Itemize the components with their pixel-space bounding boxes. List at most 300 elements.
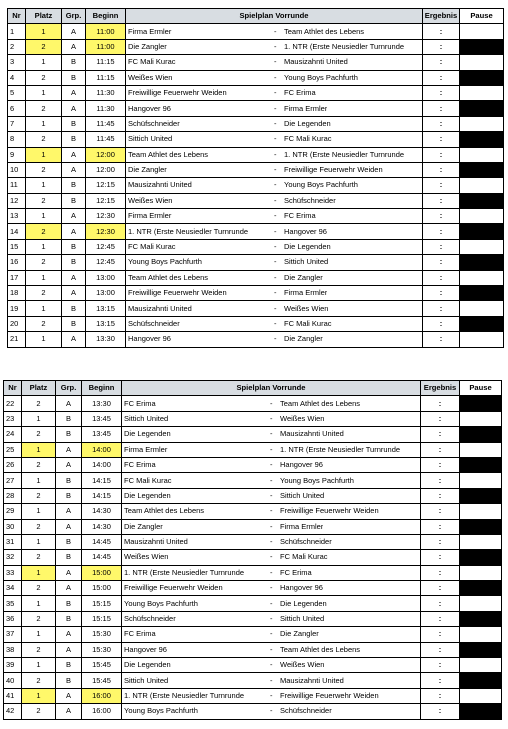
- result-field[interactable]: :: [421, 504, 460, 519]
- home-team: FC Mali Kurac: [128, 242, 176, 252]
- result-field[interactable]: :: [421, 627, 460, 642]
- match-row: [4, 411, 502, 426]
- result-field[interactable]: :: [423, 70, 460, 85]
- pause-indicator: [460, 316, 504, 331]
- result-field[interactable]: :: [421, 442, 460, 457]
- match-pairing: [122, 627, 421, 642]
- group: B: [56, 611, 82, 626]
- match-row: [4, 596, 502, 611]
- versus-separator: -: [274, 288, 277, 298]
- home-team: Die Legenden: [124, 490, 171, 500]
- away-team: FC Mali Kurac: [284, 319, 332, 328]
- group: A: [62, 209, 86, 224]
- pause-cell: [460, 596, 502, 611]
- home-team: Team Athlet des Lebens: [128, 149, 209, 159]
- result-field[interactable]: :: [421, 704, 460, 719]
- group: B: [56, 673, 82, 688]
- match-number: 37: [4, 627, 22, 642]
- field-number: 1: [22, 565, 56, 580]
- home-team: Firma Ermler: [124, 444, 168, 454]
- match-row: [8, 332, 504, 347]
- result-field[interactable]: :: [421, 411, 460, 426]
- group: A: [56, 688, 82, 703]
- group: A: [62, 224, 86, 239]
- match-pairing: [122, 658, 421, 673]
- match-number: 15: [8, 239, 26, 254]
- field-number: 1: [26, 55, 62, 70]
- start-time: 13:15: [86, 316, 126, 331]
- away-team: Schüfschneider: [280, 537, 332, 547]
- match-number: 34: [4, 581, 22, 596]
- result-field[interactable]: :: [423, 101, 460, 116]
- away-team: Sittich United: [284, 257, 329, 267]
- field-number: 1: [26, 270, 62, 285]
- away-team: Mausizahnti United: [280, 675, 344, 685]
- header-spielplan: Spielplan Vorrunde: [122, 381, 421, 396]
- home-team: FC Erima: [124, 460, 156, 470]
- start-time: 12:00: [86, 147, 126, 162]
- group: A: [56, 442, 82, 457]
- start-time: 11:45: [86, 132, 126, 147]
- versus-separator: -: [274, 41, 277, 51]
- result-field[interactable]: :: [423, 224, 460, 239]
- pause-indicator: [460, 581, 502, 596]
- start-time: 13:00: [86, 286, 126, 301]
- pause-cell: [460, 504, 502, 519]
- match-pairing: [122, 673, 421, 688]
- versus-separator: -: [270, 537, 273, 547]
- result-field[interactable]: :: [421, 581, 460, 596]
- result-field[interactable]: :: [421, 396, 460, 411]
- pause-cell: [460, 147, 504, 162]
- pause-indicator: [460, 611, 502, 626]
- match-pairing: [122, 688, 421, 703]
- field-number: 2: [26, 193, 62, 208]
- match-pairing: [126, 255, 423, 270]
- field-number: 2: [22, 642, 56, 657]
- versus-separator: -: [270, 629, 273, 639]
- match-pairing: [126, 332, 423, 347]
- away-team: Team Athlet des Lebens: [284, 26, 365, 36]
- match-row: [8, 178, 504, 193]
- pause-cell: [460, 688, 502, 703]
- group: A: [56, 457, 82, 472]
- away-team: FC Mali Kurac: [280, 552, 328, 562]
- versus-separator: -: [270, 460, 273, 470]
- away-team: Team Athlet des Lebens: [280, 398, 361, 408]
- field-number: 1: [22, 534, 56, 549]
- result-field[interactable]: :: [423, 178, 460, 193]
- header-row: [4, 381, 502, 396]
- away-team: Die Legenden: [280, 598, 327, 608]
- start-time: 12:45: [86, 239, 126, 254]
- start-time: 14:30: [82, 504, 122, 519]
- match-number: 14: [8, 224, 26, 239]
- result-field[interactable]: :: [421, 688, 460, 703]
- start-time: 15:30: [82, 642, 122, 657]
- header-nr: Nr: [8, 9, 26, 24]
- home-team: Hangover 96: [128, 103, 171, 113]
- versus-separator: -: [274, 211, 277, 221]
- match-pairing: [122, 504, 421, 519]
- away-team: Sittich United: [280, 614, 325, 624]
- header-grp: Grp.: [62, 9, 86, 24]
- match-pairing: [122, 704, 421, 719]
- home-team: Sittich United: [128, 134, 173, 144]
- field-number: 2: [22, 704, 56, 719]
- match-row: [4, 473, 502, 488]
- result-field[interactable]: :: [423, 286, 460, 301]
- result-field[interactable]: :: [423, 55, 460, 70]
- away-team: Young Boys Pachfurth: [280, 475, 354, 485]
- schedule-table-1-body: [8, 24, 504, 347]
- start-time: 16:00: [82, 704, 122, 719]
- pause-indicator: [460, 396, 502, 411]
- match-pairing: [126, 70, 423, 85]
- result-field[interactable]: :: [423, 270, 460, 285]
- match-pairing: [126, 116, 423, 131]
- match-row: [4, 550, 502, 565]
- result-field[interactable]: :: [423, 24, 460, 39]
- field-number: 1: [26, 239, 62, 254]
- away-team: Freiwillige Feuerwehr Weiden: [280, 506, 379, 516]
- result-field[interactable]: :: [423, 85, 460, 100]
- result-field[interactable]: :: [421, 642, 460, 657]
- match-pairing: [126, 132, 423, 147]
- away-team: FC Erima: [284, 88, 316, 98]
- versus-separator: -: [274, 165, 277, 175]
- field-number: 1: [26, 178, 62, 193]
- versus-separator: -: [270, 598, 273, 608]
- match-number: 8: [8, 132, 26, 147]
- match-number: 22: [4, 396, 22, 411]
- match-row: [4, 581, 502, 596]
- match-row: [8, 70, 504, 85]
- pause-cell: [460, 55, 504, 70]
- pause-cell: [460, 301, 504, 316]
- match-number: 10: [8, 162, 26, 177]
- header-pause: Pause: [460, 381, 502, 396]
- versus-separator: -: [270, 413, 273, 423]
- versus-separator: -: [274, 72, 277, 82]
- away-team: Weißes Wien: [280, 413, 325, 423]
- result-field[interactable]: :: [423, 239, 460, 254]
- home-team: Die Zangler: [124, 521, 163, 531]
- match-number: 25: [4, 442, 22, 457]
- pause-indicator: [460, 488, 502, 503]
- group: A: [62, 332, 86, 347]
- match-pairing: [122, 596, 421, 611]
- pause-cell: [460, 658, 502, 673]
- versus-separator: -: [274, 272, 277, 282]
- result-field[interactable]: :: [421, 565, 460, 580]
- versus-separator: -: [270, 675, 273, 685]
- match-row: [4, 427, 502, 442]
- field-number: 2: [22, 673, 56, 688]
- group: B: [62, 55, 86, 70]
- field-number: 1: [26, 301, 62, 316]
- header-pause: Pause: [460, 9, 504, 24]
- home-team: Mausizahnti United: [128, 180, 192, 190]
- result-field[interactable]: :: [423, 132, 460, 147]
- match-row: [8, 101, 504, 116]
- match-pairing: [126, 270, 423, 285]
- versus-separator: -: [274, 303, 277, 313]
- home-team: Mausizahnti United: [128, 303, 192, 313]
- versus-separator: -: [270, 614, 273, 624]
- start-time: 11:30: [86, 85, 126, 100]
- result-field[interactable]: :: [423, 147, 460, 162]
- versus-separator: -: [274, 26, 277, 36]
- home-team: Young Boys Pachfurth: [124, 706, 198, 716]
- match-pairing: [122, 550, 421, 565]
- away-team: Mausizahnti United: [284, 57, 348, 67]
- match-pairing: [122, 457, 421, 472]
- versus-separator: -: [274, 103, 277, 113]
- group: B: [56, 534, 82, 549]
- result-field[interactable]: :: [421, 427, 460, 442]
- home-team: Weißes Wien: [128, 72, 173, 82]
- match-pairing: [126, 193, 423, 208]
- away-team: 1. NTR (Erste Neusiedler Turnrunde: [284, 41, 405, 51]
- field-number: 2: [26, 70, 62, 85]
- match-row: [8, 286, 504, 301]
- away-team: Mausizahnti United: [280, 429, 344, 439]
- result-field[interactable]: :: [421, 658, 460, 673]
- match-number: 6: [8, 101, 26, 116]
- result-field[interactable]: :: [423, 193, 460, 208]
- away-team: Weißes Wien: [284, 303, 329, 313]
- result-field[interactable]: :: [421, 488, 460, 503]
- group: B: [62, 193, 86, 208]
- field-number: 2: [26, 162, 62, 177]
- match-row: [8, 162, 504, 177]
- result-field[interactable]: :: [421, 596, 460, 611]
- match-pairing: [122, 642, 421, 657]
- pause-cell: [460, 239, 504, 254]
- header-platz: Platz: [26, 9, 62, 24]
- start-time: 12:15: [86, 178, 126, 193]
- result-field[interactable]: :: [421, 611, 460, 626]
- home-team: 1. NTR (Erste Neusiedler Turnrunde: [124, 567, 245, 577]
- versus-separator: -: [274, 319, 277, 328]
- match-row: [8, 132, 504, 147]
- home-team: Freiwillige Feuerwehr Weiden: [128, 88, 227, 98]
- match-row: [4, 488, 502, 503]
- result-field[interactable]: :: [423, 116, 460, 131]
- pause-indicator: [460, 255, 504, 270]
- versus-separator: -: [270, 475, 273, 485]
- home-team: Weißes Wien: [124, 552, 169, 562]
- match-row: [4, 457, 502, 472]
- away-team: Die Zangler: [280, 629, 319, 639]
- start-time: 14:45: [82, 550, 122, 565]
- field-number: 2: [22, 396, 56, 411]
- start-time: 13:00: [86, 270, 126, 285]
- away-team: Young Boys Pachfurth: [284, 180, 358, 190]
- match-row: [4, 688, 502, 703]
- versus-separator: -: [270, 583, 273, 593]
- match-row: [4, 565, 502, 580]
- group: A: [56, 704, 82, 719]
- match-row: [8, 209, 504, 224]
- pause-indicator: [460, 673, 502, 688]
- match-number: 9: [8, 147, 26, 162]
- match-number: 29: [4, 504, 22, 519]
- pause-cell: [460, 565, 502, 580]
- result-field[interactable]: :: [423, 332, 460, 347]
- result-field[interactable]: :: [423, 39, 460, 54]
- match-row: [8, 24, 504, 39]
- versus-separator: -: [274, 180, 277, 190]
- home-team: Sittich United: [124, 675, 169, 685]
- match-number: 40: [4, 673, 22, 688]
- home-team: 1. NTR (Erste Neusiedler Turnrunde: [124, 691, 245, 700]
- result-field[interactable]: :: [421, 534, 460, 549]
- result-field[interactable]: :: [423, 301, 460, 316]
- result-field[interactable]: :: [421, 550, 460, 565]
- start-time: 12:00: [86, 162, 126, 177]
- match-pairing: [122, 427, 421, 442]
- field-number: 2: [26, 132, 62, 147]
- result-field[interactable]: :: [423, 162, 460, 177]
- match-number: 24: [4, 427, 22, 442]
- header-ergebnis: Ergebnis: [421, 381, 460, 396]
- match-number: 31: [4, 534, 22, 549]
- pause-indicator: [460, 457, 502, 472]
- pause-indicator: [460, 70, 504, 85]
- group: B: [62, 116, 86, 131]
- schedule-table-1: [7, 8, 504, 348]
- home-team: FC Erima: [124, 629, 156, 639]
- match-pairing: [122, 411, 421, 426]
- match-number: 26: [4, 457, 22, 472]
- start-time: 11:15: [86, 55, 126, 70]
- pause-cell: [460, 24, 504, 39]
- match-number: 18: [8, 286, 26, 301]
- away-team: Firma Ermler: [284, 103, 328, 113]
- start-time: 13:45: [82, 411, 122, 426]
- start-time: 14:00: [82, 442, 122, 457]
- result-field[interactable]: :: [421, 473, 460, 488]
- match-pairing: [126, 24, 423, 39]
- result-field[interactable]: :: [421, 519, 460, 534]
- match-number: 12: [8, 193, 26, 208]
- match-pairing: [122, 565, 421, 580]
- group: A: [62, 85, 86, 100]
- match-row: [4, 673, 502, 688]
- versus-separator: -: [270, 660, 273, 670]
- start-time: 12:45: [86, 255, 126, 270]
- match-row: [8, 239, 504, 254]
- group: B: [62, 301, 86, 316]
- field-number: 1: [26, 209, 62, 224]
- header-row: [8, 9, 504, 24]
- versus-separator: -: [274, 88, 277, 98]
- home-team: Schüfschneider: [128, 319, 180, 328]
- away-team: FC Erima: [280, 567, 312, 577]
- versus-separator: -: [270, 691, 273, 700]
- result-field[interactable]: :: [421, 457, 460, 472]
- group: B: [56, 488, 82, 503]
- match-row: [8, 224, 504, 239]
- header-beginn: Beginn: [86, 9, 126, 24]
- start-time: 13:15: [86, 301, 126, 316]
- start-time: 15:15: [82, 596, 122, 611]
- match-pairing: [126, 147, 423, 162]
- start-time: 12:30: [86, 224, 126, 239]
- pause-indicator: [460, 162, 504, 177]
- match-row: [4, 642, 502, 657]
- group: B: [56, 596, 82, 611]
- start-time: 14:00: [82, 457, 122, 472]
- field-number: 1: [22, 411, 56, 426]
- match-pairing: [122, 396, 421, 411]
- versus-separator: -: [274, 149, 277, 159]
- field-number: 2: [22, 488, 56, 503]
- group: A: [56, 627, 82, 642]
- match-row: [8, 39, 504, 54]
- match-pairing: [126, 209, 423, 224]
- versus-separator: -: [274, 334, 277, 344]
- field-number: 1: [22, 442, 56, 457]
- result-field[interactable]: :: [423, 209, 460, 224]
- home-team: Schüfschneider: [128, 118, 180, 128]
- versus-separator: -: [274, 118, 277, 128]
- pause-cell: [460, 116, 504, 131]
- pause-cell: [460, 209, 504, 224]
- versus-separator: -: [274, 257, 277, 267]
- group: B: [62, 316, 86, 331]
- match-pairing: [126, 162, 423, 177]
- home-team: Firma Ermler: [128, 26, 172, 36]
- away-team: Freiwillige Feuerwehr Weiden: [280, 691, 379, 700]
- result-field[interactable]: :: [423, 316, 460, 331]
- match-row: [8, 85, 504, 100]
- start-time: 12:15: [86, 193, 126, 208]
- match-number: 35: [4, 596, 22, 611]
- match-row: [8, 316, 504, 331]
- group: B: [56, 411, 82, 426]
- pause-cell: [460, 411, 502, 426]
- home-team: Team Athlet des Lebens: [124, 506, 205, 516]
- away-team: 1. NTR (Erste Neusiedler Turnrunde: [284, 149, 405, 159]
- group: B: [62, 178, 86, 193]
- group: A: [56, 581, 82, 596]
- match-pairing: [122, 581, 421, 596]
- group: A: [62, 101, 86, 116]
- result-field[interactable]: :: [423, 255, 460, 270]
- group: A: [62, 24, 86, 39]
- match-pairing: [122, 473, 421, 488]
- start-time: 15:15: [82, 611, 122, 626]
- match-pairing: [126, 85, 423, 100]
- home-team: Hangover 96: [128, 334, 171, 344]
- match-row: [8, 255, 504, 270]
- home-team: Hangover 96: [124, 644, 167, 654]
- match-number: 33: [4, 565, 22, 580]
- home-team: Team Athlet des Lebens: [128, 272, 209, 282]
- start-time: 11:45: [86, 116, 126, 131]
- match-number: 5: [8, 85, 26, 100]
- away-team: Die Zangler: [284, 334, 323, 344]
- group: A: [62, 147, 86, 162]
- pause-indicator: [460, 39, 504, 54]
- result-field[interactable]: :: [421, 673, 460, 688]
- match-pairing: [122, 488, 421, 503]
- pause-cell: [460, 332, 504, 347]
- match-pairing: [122, 534, 421, 549]
